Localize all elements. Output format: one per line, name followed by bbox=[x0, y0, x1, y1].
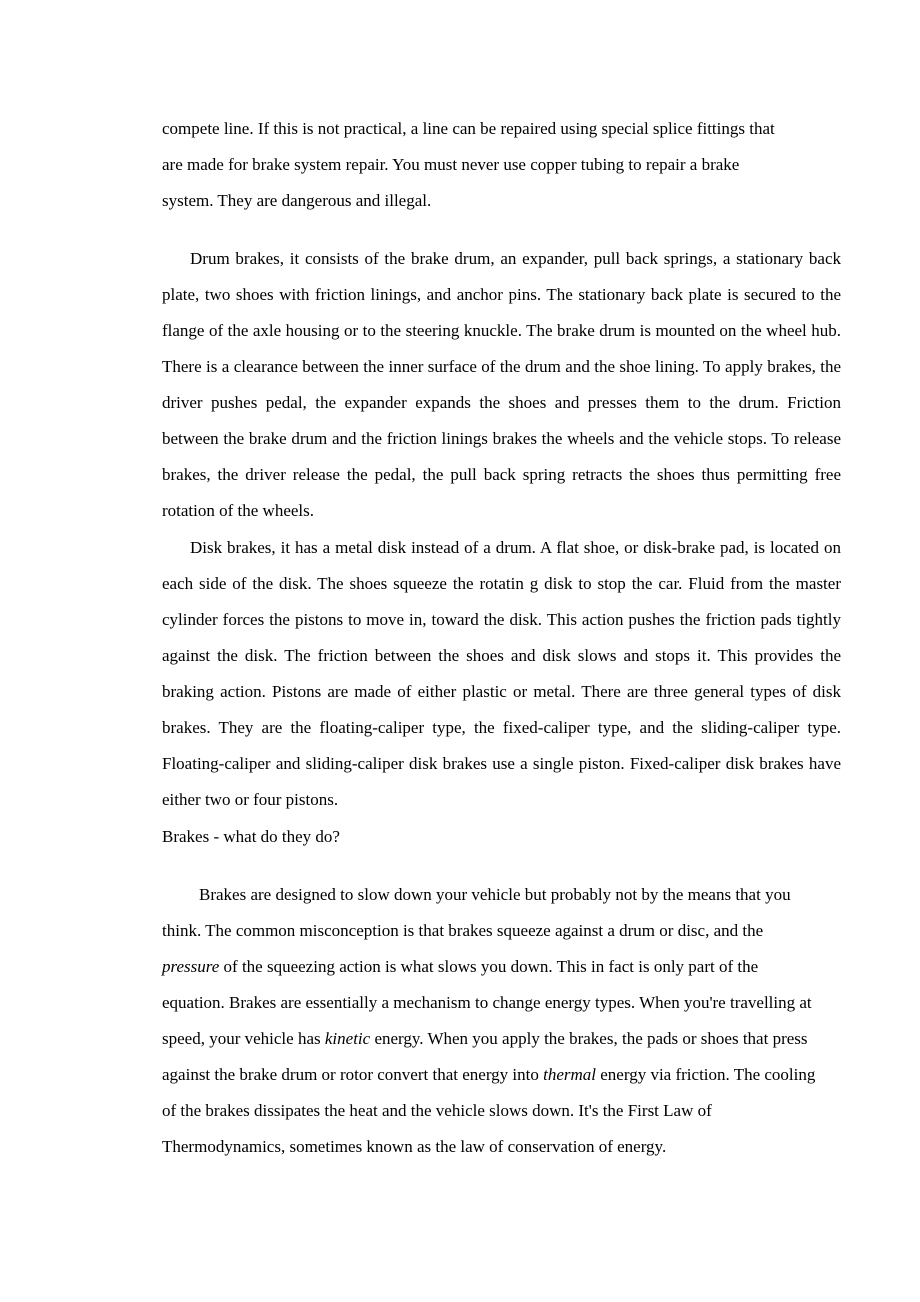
continuation-line-2: are made for brake system repair. You must never use copper tubing to repair a brake bbox=[162, 155, 740, 174]
emphasis-kinetic: kinetic bbox=[324, 1029, 371, 1048]
emphasis-thermal: thermal bbox=[543, 1065, 597, 1084]
explanation-text-1: Brakes are designed to slow down your vehicle but probably not by the means that you think. The common misconception is that brakes squeeze against a drum or disc, and the bbox=[162, 885, 791, 940]
section-heading: Brakes - what do they do? bbox=[162, 827, 340, 846]
drum-brakes-paragraph: Drum brakes, it consists of the brake drum, an expander, pull back springs, a stationary back plate, two shoes with friction linings, and anchor pins. The stationary back plate is secured to the flange of the axle housing or to the steering knuckle. The brake drum is mounted on the wheel hub. There is a clearance between the inner surface of the drum and the shoe lining. To apply brakes, the driver pushes pedal, the expander expands the shoes and presses them to the drum. Friction between the brake drum and the friction linings brakes the wheels and the vehicle stops. To release brakes, the driver release the pedal, the pull back spring retracts the shoes thus permitting free rotation of the wheels. bbox=[162, 249, 841, 520]
emphasis-pressure: pressure bbox=[162, 957, 220, 976]
continuation-line-3: system. They are dangerous and illegal. bbox=[162, 191, 432, 210]
continuation-paragraph bbox=[162, 111, 841, 219]
explanation-text-2: of the squeezing action is what slows you down. This in fact is only part of the equation. Brakes are essentially a mechanism to change energy types. When you're travelling at speed, your vehicle has bbox=[162, 957, 812, 1048]
explanation-text-4: energy via friction. The cooling of the brakes dissipates the heat and the vehicle slows down. It's the First Law of Thermodynamics, sometimes known as the law of conservation of energy. bbox=[162, 1065, 816, 1156]
disk-brakes-paragraph: Disk brakes, it has a metal disk instead of a drum. A flat shoe, or disk-brake pad, is located on each side of the disk. The shoes squeeze the rotatin g disk to stop the car. Fluid from the master cylinder forces the pistons to move in, toward the disk. This action pushes the friction pads tightly against the disk. The friction between the shoes and disk slows and stops it. This provides the braking action. Pistons are made of either plastic or metal. There are three general types of disk brakes. They are the floating-caliper type, the fixed-caliper type, and the sliding-caliper type. Floating-caliper and sliding-caliper disk brakes use a single piston. Fixed-caliper disk brakes have either two or four pistons. bbox=[162, 538, 841, 809]
explanation-text-3: energy. When you apply the brakes, the pads or shoes that press against the brake drum or rotor convert that energy into bbox=[162, 1029, 808, 1084]
continuation-line-1: compete line. If this is not practical, a line can be repaired using special splice fittings that bbox=[162, 119, 775, 138]
brakes-explanation-paragraph bbox=[162, 877, 822, 1165]
